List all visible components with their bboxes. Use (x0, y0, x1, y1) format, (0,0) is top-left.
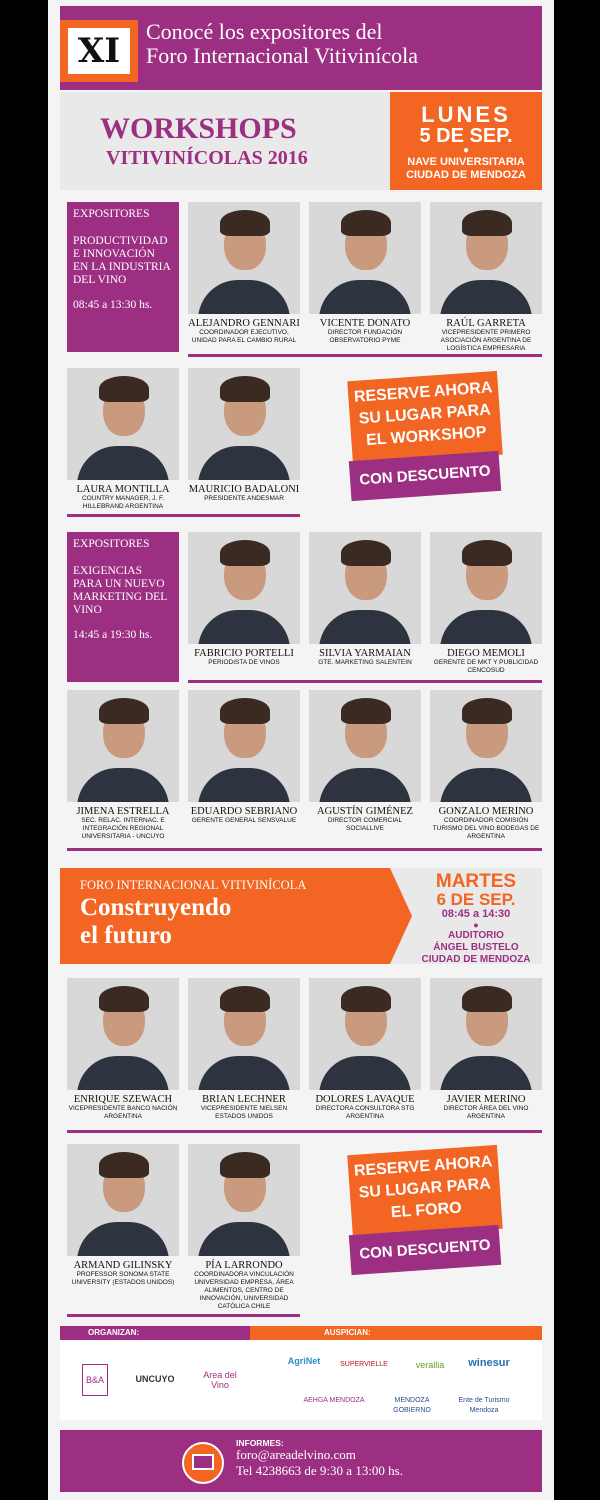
divider-line (67, 848, 542, 851)
divider-line (67, 1314, 300, 1317)
reserve-line1: RESERVE AHORA (353, 379, 493, 406)
speaker-photo (430, 978, 542, 1090)
speaker-name: ARMAND GILINSKY (73, 1260, 173, 1271)
reserve-line3: EL FORO (390, 1199, 463, 1222)
speaker-name: VICENTE DONATO (319, 318, 411, 329)
speaker-role: SEC. RELAC. INTERNAC. E INTEGRACIÓN REGIONAL UNIVERSITARIA - UNCUYO (81, 817, 165, 840)
discount-label: CON DESCUENTO (349, 451, 501, 501)
arrow-shape (368, 92, 390, 190)
workshops-banner (60, 92, 542, 190)
speaker-photo (67, 978, 179, 1090)
speaker-card (67, 978, 179, 1121)
sponsor-logo-winesur: winesur (468, 1357, 510, 1369)
workshops-place2: CIUDAD DE MENDOZA (406, 169, 526, 181)
reserve-workshop-text (347, 371, 502, 465)
reserve-foro-text (347, 1145, 502, 1239)
speaker-photo (188, 532, 300, 644)
speaker-photo (309, 532, 421, 644)
speaker-name: BRIAN LECHNER (202, 1094, 286, 1105)
xi-badge-text: XI (68, 28, 130, 74)
speaker-card (67, 368, 179, 511)
speaker-card (67, 690, 179, 841)
workshops-title: WORKSHOPS (100, 112, 297, 145)
speaker-role: VICEPRESIDENTE NIELSEN ESTADOS UNIDOS (200, 1105, 288, 1120)
header-title-line1: Conocé los expositores del (146, 19, 383, 44)
speaker-name: DIEGO MEMOLI (447, 648, 525, 659)
session1-time: 08:45 a 13:30 hs. (73, 299, 153, 311)
speaker-role: GTE. MARKETING SALENTEIN (318, 659, 412, 666)
speaker-photo (188, 1144, 300, 1256)
divider-line (67, 514, 300, 517)
sponsor-logo-turismo: Ente de Turismo Mendoza (458, 1397, 510, 1414)
mail-badge (182, 1442, 224, 1484)
footer (60, 1430, 542, 1492)
speaker-photo (188, 368, 300, 480)
speaker-name: RAÚL GARRETA (446, 318, 526, 329)
speaker-card (430, 690, 542, 841)
speaker-card (188, 690, 300, 825)
foro-place1: AUDITORIO (448, 930, 504, 941)
speaker-photo (188, 690, 300, 802)
speaker-photo (430, 202, 542, 314)
speaker-name: ALEJANDRO GENNARI (188, 318, 300, 329)
speaker-card (188, 202, 300, 345)
speaker-card (430, 978, 542, 1121)
contact-phone: Tel 4238663 de 9:30 a 13:00 hs. (236, 1463, 403, 1478)
reserve-foro-cta[interactable] (350, 1150, 500, 1280)
speaker-name: ENRIQUE SZEWACH (73, 1094, 173, 1105)
foro-banner (60, 868, 542, 964)
informes-label: INFORMES: (236, 1438, 284, 1448)
sponsor-logo-verallia: verallia (415, 1360, 445, 1370)
foro-kicker: FORO INTERNACIONAL VITIVINÍCOLA (80, 878, 307, 892)
session1-topic: PRODUCTIVIDAD E INNOVACIÓN EN LA INDUSTRIA DEL VINO (73, 235, 171, 286)
session1-box (67, 202, 179, 352)
speaker-photo (309, 202, 421, 314)
speaker-role: VICEPRESIDENTE BANCO NACIÓN ARGENTINA (68, 1105, 178, 1120)
speaker-role: DIRECTORA CONSULTORA STG ARGENTINA (315, 1105, 415, 1120)
dot-separator: ● (462, 145, 470, 156)
foro-title-line1: Construyendo (80, 894, 232, 921)
speaker-role: VICEPRESIDENTE PRIMERO ASOCIACIÓN ARGENTINA DE LOGÍSTICA EMPRESARIA (440, 329, 532, 352)
speaker-name: JAVIER MERINO (446, 1094, 526, 1105)
workshops-place1: NAVE UNIVERSITARIA (407, 156, 525, 168)
speaker-card (309, 202, 421, 345)
reserve-line3: EL WORKSHOP (365, 423, 488, 450)
speaker-card (188, 1144, 300, 1311)
sponsor-logo-mendoza-gobierno: MENDOZA GOBIERNO (393, 1397, 431, 1414)
dot-separator: ● (473, 920, 479, 930)
speaker-photo (188, 978, 300, 1090)
organizer-logo-ba: B&A (82, 1364, 108, 1396)
speaker-photo (188, 202, 300, 314)
session1-label: EXPOSITORES (73, 208, 150, 220)
speaker-role: DIRECTOR COMERCIAL SOCIALLIVE (327, 817, 403, 832)
speaker-role: PERIODISTA DE VINOS (208, 659, 280, 666)
speaker-card (309, 532, 421, 667)
foro-place3: CIUDAD DE MENDOZA (421, 954, 531, 965)
reserve-line1: RESERVE AHORA (353, 1153, 493, 1180)
speaker-name: MAURICIO BADALONI (188, 484, 300, 495)
speaker-role: COORDINADOR COMISIÓN TURISMO DEL VINO BODEGAS DE ARGENTINA (432, 817, 540, 840)
speaker-name: FABRICIO PORTELLI (194, 648, 294, 659)
speaker-name: GONZALO MERINO (438, 806, 534, 817)
speaker-role: GERENTE DE MKT Y PUBLICIDAD CENCOSUD (433, 659, 539, 674)
speaker-card (67, 1144, 179, 1287)
speaker-card (309, 690, 421, 833)
speaker-role: COUNTRY MANAGER, J. F. HILLEBRAND ARGENTINA (81, 495, 165, 510)
header-title (146, 20, 538, 68)
organizer-logo-areadelvino: Area del Vino (203, 1370, 237, 1390)
xi-badge (60, 20, 138, 82)
speaker-name: JIMENA ESTRELLA (76, 806, 170, 817)
speaker-name: LAURA MONTILLA (76, 484, 170, 495)
divider-line (188, 680, 542, 683)
speaker-card (309, 978, 421, 1121)
speaker-photo (67, 368, 179, 480)
session2-box (67, 532, 179, 682)
speaker-role: PRESIDENTE ANDESMAR (204, 495, 284, 502)
header (60, 6, 542, 90)
auspician-label: AUSPICIAN: (250, 1326, 542, 1340)
sponsors-panel (60, 1326, 542, 1420)
speaker-name: SILVIA YARMAIAN (319, 648, 411, 659)
foro-date: 6 DE SEP. (436, 890, 516, 909)
divider-line (67, 1130, 542, 1133)
sponsor-logo-aehga: AEHGA MENDOZA (303, 1397, 365, 1404)
session2-label: EXPOSITORES (73, 538, 150, 550)
speaker-card (188, 532, 300, 667)
speaker-photo (430, 690, 542, 802)
divider-line (188, 354, 542, 357)
speaker-role: PROFESSOR SONOMA STATE UNIVERSITY (ESTADOS UNIDOS) (71, 1271, 175, 1286)
workshops-subtitle: VITIVINÍCOLAS 2016 (106, 147, 308, 169)
reserve-line2: SU LUGAR PARA (358, 401, 492, 428)
speaker-role: COORDINADORA VINCULACIÓN UNIVERSIDAD EMPRESA, ÁREA ALIMENTOS, CENTRO DE INNOVACIÓN, UNIVERSIDAD CATÓLICA CHILE (194, 1271, 294, 1310)
speaker-card (188, 368, 300, 503)
contact-email[interactable]: foro@areadelvino.com (236, 1447, 356, 1462)
speaker-card (188, 978, 300, 1121)
workshops-date-block (390, 92, 542, 190)
speaker-name: DOLORES LAVAQUE (315, 1094, 415, 1105)
reserve-workshop-cta[interactable] (350, 376, 500, 506)
speaker-photo (309, 978, 421, 1090)
foro-title-block (60, 868, 390, 964)
speaker-name: EDUARDO SEBRIANO (190, 806, 298, 817)
flyer-page (48, 0, 554, 1500)
speaker-photo (309, 690, 421, 802)
sponsor-logo-agrinet: AgriNet (287, 1356, 321, 1366)
speaker-name: PÍA LARRONDO (205, 1260, 283, 1271)
speaker-name: AGUSTÍN GIMÉNEZ (317, 806, 413, 817)
sponsor-logo-supervielle: SUPERVIELLE (340, 1361, 388, 1368)
foro-time: 08:45 a 14:30 (441, 908, 511, 920)
reserve-line2: SU LUGAR PARA (358, 1175, 492, 1202)
speaker-role: GERENTE GENERAL SENSVALUE (191, 817, 297, 824)
speaker-card (430, 202, 542, 353)
header-title-line2: Foro Internacional Vitivinícola (146, 43, 418, 68)
foro-day: MARTES (435, 871, 517, 892)
organizer-logo-uncuyo: UNCUYO (135, 1374, 175, 1384)
speaker-role: DIRECTOR FUNDACIÓN OBSERVATORIO PYME (327, 329, 403, 344)
foro-place2: ÁNGEL BUSTELO (433, 942, 519, 953)
session2-topic: EXIGENCIAS PARA UN NUEVO MARKETING DEL VINO (73, 565, 167, 616)
session2-time: 14:45 a 19:30 hs. (73, 629, 153, 641)
arrow-shape (390, 868, 412, 964)
foro-title (80, 894, 231, 950)
workshops-date: 5 DE SEP. (419, 125, 513, 147)
speaker-photo (67, 1144, 179, 1256)
workshops-day: LUNES (421, 102, 511, 127)
speaker-photo (67, 690, 179, 802)
speaker-photo (430, 532, 542, 644)
foro-date-block (410, 872, 542, 966)
speaker-role: COORDINADOR EJECUTIVO, UNIDAD PARA EL CAMBIO RURAL (191, 329, 297, 344)
speaker-role: DIRECTOR ÁREA DEL VINO ARGENTINA (443, 1105, 529, 1120)
discount-label: CON DESCUENTO (349, 1225, 501, 1275)
foro-title-line2: el futuro (80, 922, 172, 949)
organizan-label: ORGANIZAN: (60, 1326, 250, 1340)
mail-icon (192, 1454, 214, 1470)
speaker-card (430, 532, 542, 675)
